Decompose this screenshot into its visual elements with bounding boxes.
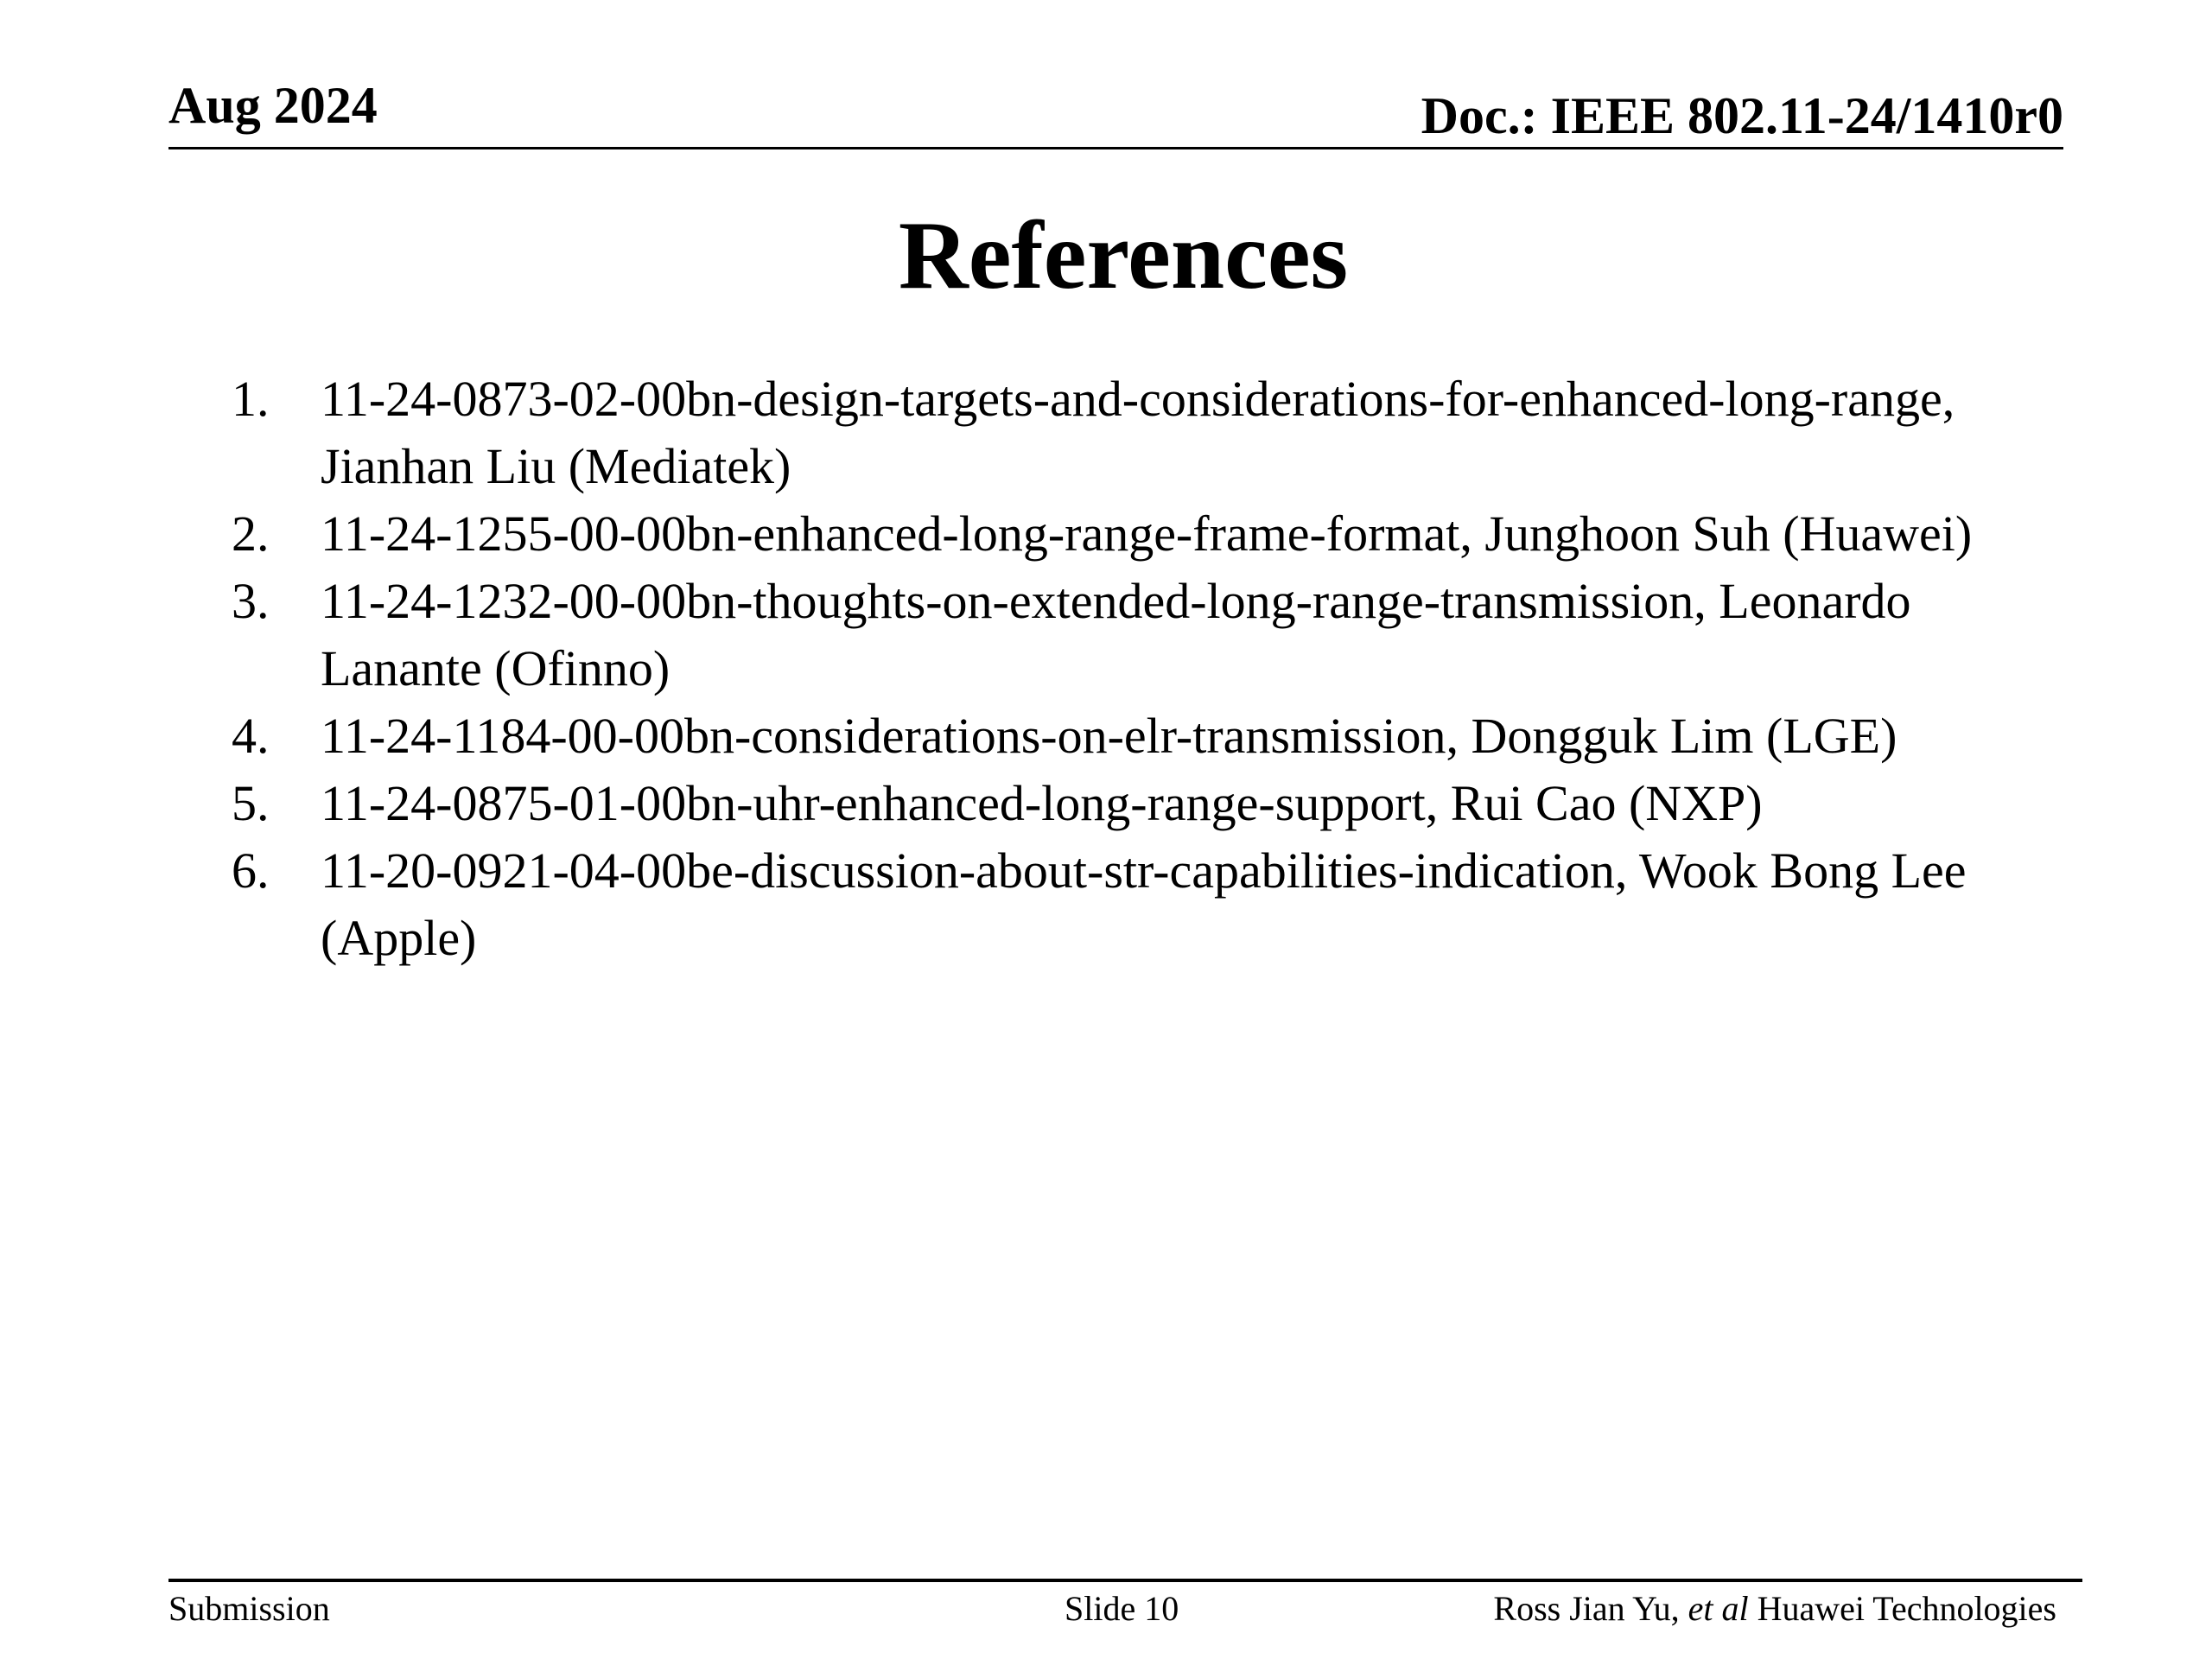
reference-text: 11-24-1255-00-00bn-enhanced-long-range-frame-format, Junghoon Suh (Huawei) [321,505,1973,562]
footer-divider [168,1579,2082,1582]
footer-et-al: et al [1688,1589,1749,1628]
footer-submission: Submission [168,1589,330,1628]
footer-slide-number: Slide 10 [1065,1589,1179,1628]
reference-number: 5. [232,775,270,831]
reference-text: 11-24-1184-00-00bn-considerations-on-elr-transmission, Dongguk Lim (LGE) [321,708,1897,764]
reference-number: 4. [232,708,270,764]
slide-title: References [898,202,1349,309]
reference-number: 1. [232,371,270,427]
reference-text: 11-24-0873-02-00bn-design-targets-and-considerations-for-enhanced-long-range, Jianhan Liu (Mediatek) [321,371,1955,494]
header-date: Aug 2024 [168,77,378,134]
reference-item [232,500,2012,568]
reference-item [232,702,2012,770]
footer-author [1493,1590,2056,1628]
reference-number: 2. [232,505,270,562]
reference-text: 11-24-1232-00-00bn-thoughts-on-extended-long-range-transmission, Leonardo Lanante (Ofinno) [321,573,1911,696]
reference-number: 3. [232,573,270,629]
reference-item [232,568,2012,702]
footer-author-name: Ross Jian Yu, [1493,1589,1688,1628]
footer-affiliation: Huawei Technologies [1748,1589,2056,1628]
reference-list [232,365,2012,972]
reference-item [232,770,2012,837]
reference-item [232,365,2012,500]
reference-text: 11-24-0875-01-00bn-uhr-enhanced-long-range-support, Rui Cao (NXP) [321,775,1763,831]
header-divider [168,147,2063,149]
reference-number: 6. [232,842,270,899]
header-doc-id: Doc.: IEEE 802.11-24/1410r0 [1421,87,2063,144]
reference-text: 11-20-0921-04-00be-discussion-about-str-capabilities-indication, Wook Bong Lee (Apple) [321,842,1967,966]
reference-item [232,837,2012,972]
